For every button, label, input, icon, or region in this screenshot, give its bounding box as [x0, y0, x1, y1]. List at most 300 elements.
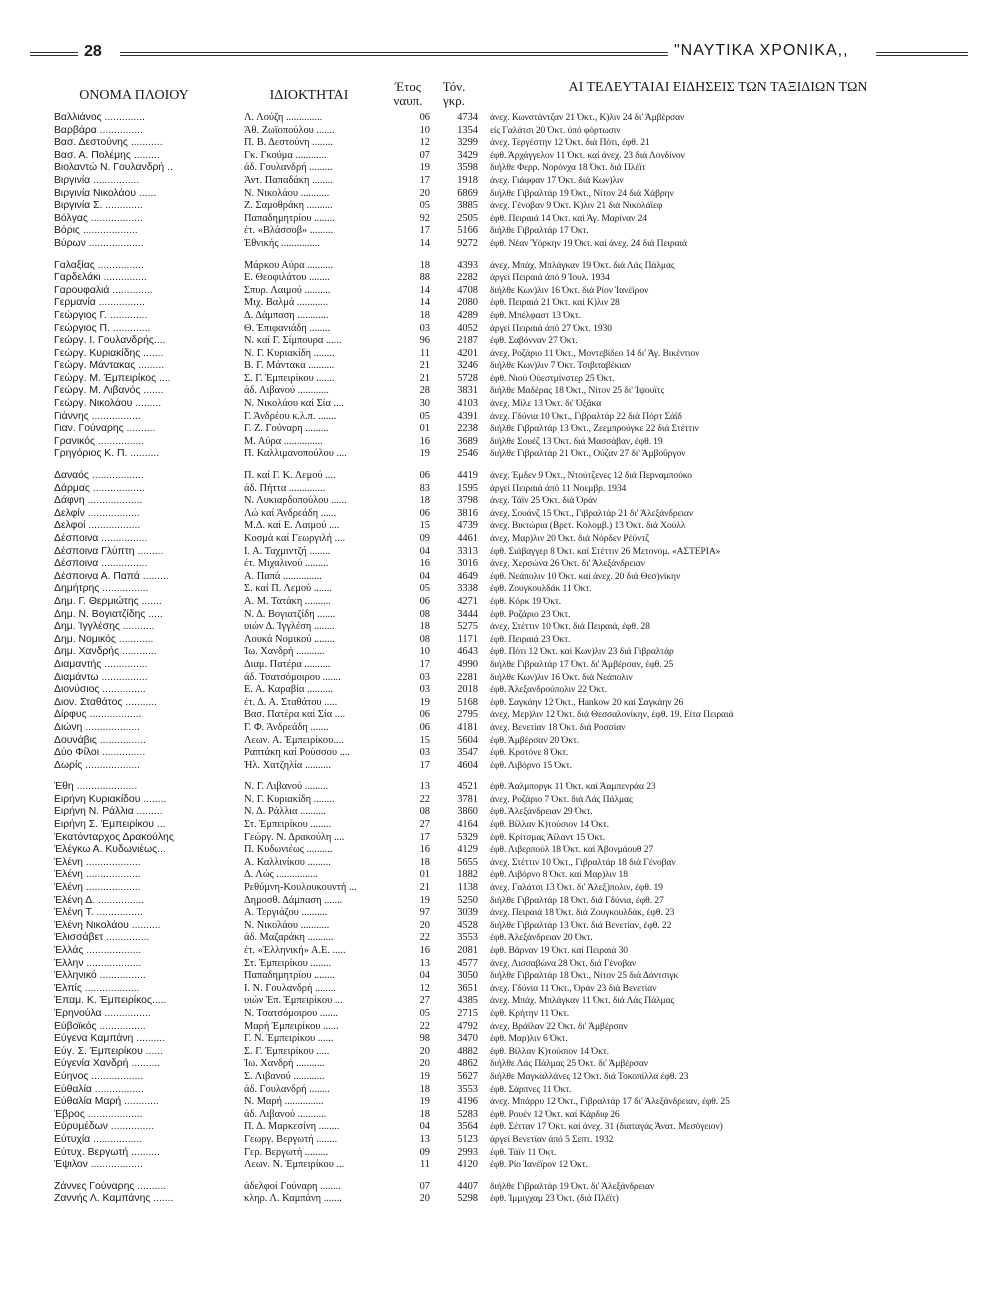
voyage-news: διήλθε Κων)λιν 7 Όκτ. Τσιβιταβέκιαν: [490, 360, 631, 372]
voyage-news: έφθ. Τάϊν 11 Όκτ.: [490, 1146, 557, 1158]
voyage-news: έφθ. Σέτταν 17 Όκτ. καί άνεχ. 31 (διαταγάς Άνατ. Μεσόγειον): [490, 1121, 723, 1133]
build-year: 04: [419, 1121, 430, 1133]
voyage-news: έφθ. Κρίτσμας Άϊλαντ 15 Όκτ.: [490, 831, 606, 843]
build-year: 20: [419, 1058, 430, 1070]
voyage-news: διήλθε Γιβραλτάρ 17 Όκτ. δι' Άμβέρσαν, έφθ. 25: [490, 658, 674, 670]
ship-name: Εύθαλία .................: [54, 1083, 144, 1095]
ship-name: Γεώργ. Μάντακας .........: [54, 360, 165, 372]
ship-name: Δαναός ..................: [54, 470, 144, 482]
owner-name: Λεων. Α. Έμπειρίκου....: [244, 734, 344, 746]
gross-tonnage: 1882: [457, 869, 478, 881]
owner-name: άδ. Μαζαράκη ..........: [244, 932, 334, 944]
voyage-news: διήλθε Γιβραλτάρ 19 Όκτ. δι' Άλεξάνδρειαν: [490, 1180, 655, 1192]
table-row: [54, 735, 944, 748]
owner-name: Δ. Λώς ................: [244, 869, 318, 881]
build-year: 17: [419, 759, 430, 771]
ship-name: Εύθαλία Μαρή ............: [54, 1096, 159, 1108]
ship-name: Βασ. Δεστούνης ...........: [54, 137, 163, 149]
voyage-news: άνεχ. Βράϊλαν 22 Όκτ. δι' Άμβέρσαν: [490, 1020, 628, 1032]
voyage-news: διήλθε Μαδέρας 18 Όκτ., Νίτον 25 δι' Ίψουϊτς: [490, 385, 665, 397]
ship-name: Δίρφυς ..................: [54, 709, 142, 721]
table-row: [54, 310, 944, 323]
build-year: 97: [419, 907, 430, 919]
build-year: 11: [419, 347, 430, 359]
gross-tonnage: 2018: [457, 684, 478, 696]
ship-name: Γαρουφαλιά ..............: [54, 284, 153, 296]
gross-tonnage: 3299: [457, 137, 478, 149]
build-year: 27: [419, 995, 430, 1007]
voyage-news: έφθ. Λιβερπούλ 18 Όκτ. καί Άβονμάουθ 27: [490, 844, 654, 856]
owner-name: Λ. Λούζη ..............: [244, 112, 323, 123]
gross-tonnage: 5166: [457, 225, 478, 237]
table-row: [54, 520, 944, 533]
ship-name: Βιολαντώ Ν. Γουλανδρή ..: [54, 162, 173, 174]
owner-name: Λώ καί Άνδρεάδη ......: [244, 507, 337, 519]
ship-name: Έβρος ...................: [54, 1108, 143, 1120]
voyage-news: έφθ. Ζουγκουλδάκ 11 Όκτ.: [490, 583, 592, 595]
build-year: 10: [419, 646, 430, 658]
ship-name: Έλένη Δ. ................: [54, 894, 145, 906]
build-year: 04: [419, 970, 430, 982]
table-row: [54, 448, 944, 461]
gross-tonnage: 2080: [457, 297, 478, 309]
ship-name: Διαμαντής ...............: [54, 658, 148, 670]
table-row: [54, 335, 944, 348]
owner-name: Μ.Δ. καί Ε. Λαιμού ....: [244, 520, 340, 532]
owner-name: Ε. Α. Καραβία ..........: [244, 684, 333, 696]
table-row: [54, 558, 944, 571]
ship-name: Έκατόνταρχος Δρακούλης: [54, 831, 174, 843]
gross-tonnage: 1595: [457, 482, 478, 494]
voyage-news: διήλθε Γιβραλτάρ 13 Όκτ., Ζεεμπρούγκε 22 διά Στέττιν: [490, 423, 699, 435]
voyage-news: άνεχ. Μαρ)λιν 20 Όκτ. διά Νόρδεν Ρέϋντζ: [490, 533, 649, 544]
build-year: 15: [419, 520, 430, 532]
table-row: [54, 659, 944, 672]
owner-name: Βασ. Πατέρα καί Σία ....: [244, 709, 346, 721]
gross-tonnage: 3246: [457, 360, 478, 372]
voyage-news: διήλθε Κων)λιν 16 Όκτ. διά Νεάπολιν: [490, 671, 633, 683]
build-year: 04: [419, 545, 430, 557]
voyage-news: διήλθε Μαγκαλλάνες 12 Όκτ. διά Τοκοπίλλα έφθ. 23: [490, 1070, 689, 1082]
owner-name: Θ. Έπιφανιάδη ........: [244, 322, 331, 334]
voyage-news: άνεχ. Τεργέστην 12 Όκτ. διά Πότι, έφθ. 21: [490, 137, 650, 149]
ship-name: Δέσποινα ................: [54, 558, 148, 570]
table-row: [54, 945, 944, 958]
table-row: [54, 995, 944, 1008]
table-row: [54, 436, 944, 449]
build-year: 05: [419, 1007, 430, 1019]
build-year: 06: [419, 595, 430, 607]
owner-name: Ν. Δ. Βογιατζίδη .......: [244, 608, 336, 620]
table-row: [54, 213, 944, 226]
voyage-news: έφθ. Νεάπολιν 10 Όκτ. καί άνεχ. 20 διά Θεσ)νίκην: [490, 570, 681, 582]
table-row: [54, 1181, 944, 1194]
group-separator: [54, 251, 944, 260]
build-year: 88: [419, 272, 430, 284]
gross-tonnage: 3553: [457, 932, 478, 944]
owner-name: Παπαδημητρίου ........: [244, 212, 335, 224]
voyage-news: άνεχ. Βενετίαν 18 Όκτ. διά Ροσσίαν: [490, 721, 626, 733]
owner-name: Ι. Ν. Γουλανδρή ........: [244, 982, 336, 994]
owner-name: Μάρκου Αύρα ..........: [244, 259, 334, 271]
build-year: 18: [419, 1083, 430, 1095]
group-separator: [54, 772, 944, 781]
build-year: 07: [419, 1180, 430, 1192]
gross-tonnage: 3016: [457, 558, 478, 570]
gross-tonnage: 4419: [457, 470, 478, 482]
gross-tonnage: 4521: [457, 781, 478, 793]
gross-tonnage: 5275: [457, 621, 478, 633]
build-year: 16: [419, 558, 430, 570]
gross-tonnage: 4461: [457, 533, 478, 544]
voyage-news: έφθ. Ίμμιγχαμ 23 Όκτ. (διά Πλέϊτ): [490, 1193, 619, 1205]
owner-name: Λουκά Νομικού ........: [244, 633, 335, 645]
table-row: [54, 1147, 944, 1160]
build-year: 03: [419, 684, 430, 696]
ship-name: Γιαν. Γούναρης ..........: [54, 423, 156, 435]
table-row: [54, 697, 944, 710]
voyage-news: έφθ. Άλεξανδρούπολιν 22 Όκτ.: [490, 684, 607, 696]
build-year: 04: [419, 570, 430, 582]
build-year: 18: [419, 259, 430, 271]
table-row: [54, 200, 944, 213]
ship-name: Έλέγκω Α. Κυδωνιέως...: [54, 844, 166, 856]
ship-name: Ζάννες Γούναρης ..........: [54, 1180, 167, 1192]
owner-name: Στ. Έμπειρίκου ........: [244, 957, 332, 969]
build-year: 06: [419, 470, 430, 482]
ship-name: Δημ. Νομικός ............: [54, 633, 154, 645]
ship-name: Γαρδελάκι ...............: [54, 272, 147, 284]
build-year: 22: [419, 793, 430, 805]
voyage-news: έφθ. Κόρκ 19 Όκτ.: [490, 595, 562, 607]
owner-name: Π. καί Γ. Κ. Λεμού ....: [244, 470, 336, 482]
build-year: 17: [419, 831, 430, 843]
column-header-owners: ΙΔΙΟΚΤΗΤΑΙ: [269, 88, 349, 103]
table-row: [54, 832, 944, 845]
table-row: [54, 175, 944, 188]
table-row: [54, 932, 944, 945]
build-year: 17: [419, 174, 430, 186]
ship-name: Γεώργιος Γ. .............: [54, 309, 148, 321]
gross-tonnage: 2715: [457, 1007, 478, 1019]
gross-tonnage: 1918: [457, 174, 478, 186]
build-year: 18: [419, 495, 430, 507]
build-year: 22: [419, 1020, 430, 1032]
gross-tonnage: 3470: [457, 1033, 478, 1045]
voyage-news: έφθ. Βάρναν 19 Όκτ. καί Πειραιά 30: [490, 945, 628, 956]
table-row: [54, 1033, 944, 1046]
table-row: [54, 760, 944, 773]
ship-name: Ειρήνη Σ. Έμπειρίκου ...: [54, 819, 166, 831]
ship-name: Γεώργ. Μ. Έμπειρίκος ....: [54, 372, 171, 384]
owner-name: Ζ. Σαμοθράκη ..........: [244, 200, 333, 212]
gross-tonnage: 3039: [457, 907, 478, 919]
ship-name: Έλλάς ...................: [54, 945, 142, 956]
gross-tonnage: 4604: [457, 759, 478, 771]
table-row: [54, 272, 944, 285]
owner-name: Α. Τεργιάζου ..........: [244, 907, 328, 919]
gross-tonnage: 4393: [457, 259, 478, 271]
build-year: 15: [419, 734, 430, 746]
gross-tonnage: 4196: [457, 1096, 478, 1108]
owner-name: Ν. Νικολάου ...........: [244, 187, 330, 199]
build-year: 08: [419, 608, 430, 620]
gross-tonnage: 4181: [457, 721, 478, 733]
gross-tonnage: 5728: [457, 372, 478, 384]
build-year: 01: [419, 869, 430, 881]
gross-tonnage: 4407: [457, 1180, 478, 1192]
ship-name: Δύο Φίλοι ...............: [54, 747, 146, 759]
ship-name: Έπαμ. Κ. Έμπειρίκος.....: [54, 995, 167, 1007]
voyage-news: άνεχ. Τάϊν 25 Όκτ. διά Όράν: [490, 495, 598, 507]
ship-name: Βιργινία Σ. .............: [54, 200, 143, 212]
header-rule-middle: [120, 52, 668, 56]
build-year: 18: [419, 1108, 430, 1120]
build-year: 19: [419, 1070, 430, 1082]
voyage-news: διήλθε Κων)λιν 16 Όκτ. διά Ρίον Ίανέϊρον: [490, 284, 649, 296]
build-year: 21: [419, 882, 430, 894]
owner-name: Ε. Θεοφιλάτου ........: [244, 272, 330, 284]
gross-tonnage: 4271: [457, 595, 478, 607]
voyage-news: άργεί Πειραιά άπό 9 Ίουλ. 1934: [490, 272, 610, 284]
voyage-news: έφθ. Άλεξάνδρειαν 29 Όκτ.: [490, 806, 593, 818]
table-row: [54, 150, 944, 163]
voyage-news: άνεχ. Λισσαβώνα 28 Όκτ. διά Γένοβαν: [490, 957, 637, 969]
voyage-news: διήλθε Σουέζ 13 Όκτ. διά Μασσάβαν, έφθ. 19: [490, 435, 663, 447]
gross-tonnage: 2993: [457, 1146, 478, 1158]
ship-name: Έλληνικό ................: [54, 970, 146, 982]
voyage-news: άνεχ. Κωνστάντζαν 21 Όκτ., Κ)λιν 24 δι' Άμβέρσαν: [490, 112, 685, 123]
gross-tonnage: 5123: [457, 1133, 478, 1145]
build-year: 11: [419, 1159, 430, 1171]
table-row: [54, 882, 944, 895]
voyage-news: άνεχ. Σουάνζ 15 Όκτ., Γιβραλτάρ 21 δι' Άλεξάνδρειαν: [490, 507, 694, 519]
voyage-news: άνεχ. Μίλε 13 Όκτ. δι' Όξάκα: [490, 398, 602, 410]
ship-name: Έλένη ...................: [54, 869, 141, 881]
ship-name: Δουνάβις ................: [54, 734, 146, 746]
ship-name: Δημ. Ν. Βογιατζίδης .....: [54, 608, 163, 620]
ship-name: Έλένη ...................: [54, 882, 141, 894]
build-year: 06: [419, 112, 430, 123]
owner-name: Σ. Γ. Έμπειρίκου .....: [244, 1045, 330, 1057]
voyage-news: άνεχ. Πειραιά 18 Όκτ. διά Ζουγκουλδάκ, έφθ. 23: [490, 907, 675, 919]
gross-tonnage: 2795: [457, 709, 478, 721]
voyage-news: έφθ. Σαβόνναν 27 Όκτ.: [490, 335, 578, 347]
voyage-news: έφθ. Ροζάριο 23 Όκτ.: [490, 608, 571, 620]
owner-name: άδελφοί Γούναρη ........: [244, 1180, 341, 1192]
build-year: 01: [419, 423, 430, 435]
table-row: [54, 747, 944, 760]
owner-name: άδ. Γουλανδρή .........: [244, 162, 333, 174]
ship-name: Δάφνη ...................: [54, 495, 143, 507]
build-year: 12: [419, 982, 430, 994]
gross-tonnage: 4990: [457, 658, 478, 670]
voyage-news: διήλθε Γιβραλτάρ 19 Όκτ., Νίτον 24 διά Χάβρην: [490, 187, 674, 199]
build-year: 16: [419, 945, 430, 956]
owner-name: Ν. Μαρή ...............: [244, 1096, 324, 1108]
build-year: 21: [419, 360, 430, 372]
voyage-news: άνεχ. Βικτώρια (Βρετ. Κολομβ.) 13 Όκτ. διά Χούλλ: [490, 520, 686, 532]
column-header-tons: [432, 80, 476, 108]
group-separator: [54, 1172, 944, 1181]
ship-name: Εύγενία Χανδρή ..........: [54, 1058, 161, 1070]
ship-name: Διον. Σταθάτος ...........: [54, 696, 158, 708]
ship-name: Γεώργ. Νικολάου .........: [54, 398, 162, 410]
ship-name: Έλένη Τ. ................: [54, 907, 143, 919]
owner-name: Γεωργ. Βεργωτή ........: [244, 1133, 338, 1145]
voyage-news: έφθ. Πειραιά 14 Όκτ. καί Άγ. Μαρίναν 24: [490, 212, 647, 224]
voyage-news: διήλθε Λάς Πάλμας 25 Όκτ. δι' Άμβέρσαν: [490, 1058, 649, 1070]
table-row: [54, 819, 944, 832]
gross-tonnage: 2546: [457, 448, 478, 460]
voyage-news: άνεχ. Γιάφφαν 17 Όκτ. διά Κων)λιν: [490, 174, 624, 186]
build-year: 13: [419, 1133, 430, 1145]
build-year: 16: [419, 435, 430, 447]
ship-name: Δημ. Γ. Θερμιώτης .......: [54, 595, 162, 607]
gross-tonnage: 1354: [457, 124, 478, 136]
gross-tonnage: 4385: [457, 995, 478, 1007]
table-row: [54, 722, 944, 735]
ship-name: Έλπίς ...................: [54, 982, 140, 994]
owner-name: άδ. Λιβανού ...........: [244, 1108, 327, 1120]
gross-tonnage: 6869: [457, 187, 478, 199]
gross-tonnage: 3598: [457, 162, 478, 174]
owner-name: Κοσμά καί Γεωργιλή ....: [244, 533, 346, 544]
owner-name: Μαρή Έμπειρίκου ......: [244, 1020, 339, 1032]
table-row: [54, 907, 944, 920]
table-row: [54, 983, 944, 996]
gross-tonnage: 3885: [457, 200, 478, 212]
voyage-news: διήλθε Φερρ. Νορόνχα 18 Όκτ. διά Πλέϊτ: [490, 162, 646, 174]
ship-name: Διαμάντω ................: [54, 671, 148, 683]
build-year: 20: [419, 187, 430, 199]
table-row: [54, 958, 944, 971]
build-year: 05: [419, 200, 430, 212]
build-year: 13: [419, 957, 430, 969]
owner-name: Α. Μ. Τατάκη ..........: [244, 595, 331, 607]
ship-name: Γεώργ. Κυριακίδης .......: [54, 347, 164, 359]
voyage-news: έφθ. Πότι 12 Όκτ. καί Κων)λιν 23 διά Γιβραλτάρ: [490, 646, 674, 658]
owner-name: Γ. Ν. Έμπειρίκου ......: [244, 1033, 334, 1045]
year-header-line2: ναυπ.: [393, 93, 423, 108]
gross-tonnage: 4862: [457, 1058, 478, 1070]
build-year: 20: [419, 919, 430, 931]
voyage-news: άνεχ. Γαλάτσι 13 Όκτ. δι' Άλεξ)πολιν, έφθ. 19: [490, 882, 663, 894]
build-year: 05: [419, 410, 430, 422]
ship-name: Βόλγας ..................: [54, 212, 143, 224]
ship-name: Εύβοϊκός ................: [54, 1020, 146, 1032]
page-number: 28: [84, 43, 102, 60]
gross-tonnage: 4792: [457, 1020, 478, 1032]
owner-name: Π. Β. Δεστούνη ........: [244, 137, 333, 149]
column-header-year: [386, 80, 430, 108]
gross-tonnage: 5329: [457, 831, 478, 843]
table-row: [54, 646, 944, 659]
owner-name: Άντ. Παπαδάκη ........: [244, 174, 333, 186]
voyage-news: έφθ. Λιβόρνο 15 Όκτ.: [490, 759, 572, 771]
build-year: 98: [419, 1033, 430, 1045]
voyage-news: άνεχ. Μπάρρυ 12 Όκτ., Γιβραλτάρ 17 δι' Άλεξάνδρειαν, έφθ. 25: [490, 1096, 730, 1108]
owner-name: Δημοσθ. Δάμπαση .......: [244, 894, 343, 906]
ship-name: Έλισσάβετ ...............: [54, 932, 150, 944]
build-year: 14: [419, 237, 430, 249]
voyage-news: άνεχ. Στέττιν 10 Όκτ., Γιβραλτάρ 18 διά Γένοβαν: [490, 856, 676, 868]
gross-tonnage: 5283: [457, 1108, 478, 1120]
gross-tonnage: 4164: [457, 819, 478, 831]
ship-name: Γρηγόριος Κ. Π. ..........: [54, 448, 160, 460]
gross-tonnage: 4649: [457, 570, 478, 582]
ship-name: Έλλην ...................: [54, 957, 142, 969]
owner-name: Μ. Αύρα ...............: [244, 435, 323, 447]
table-row: [54, 297, 944, 310]
build-year: 30: [419, 398, 430, 410]
build-year: 08: [419, 806, 430, 818]
owner-name: Α. Παπά ...............: [244, 570, 322, 582]
voyage-news: διήλθε Γιβραλτάρ 18 Όκτ. διά Γδύνια, έφθ. 27: [490, 894, 664, 906]
owner-name: έτ. «Έλληνική» Α.Ε. .....: [244, 945, 346, 956]
table-row: [54, 869, 944, 882]
gross-tonnage: 4289: [457, 309, 478, 321]
owner-name: Σ. καί Π. Λεμού .......: [244, 583, 332, 595]
ship-name: Εύηνος ..................: [54, 1070, 144, 1082]
build-year: 06: [419, 507, 430, 519]
owner-name: Ν. Νικολάου καί Σία ....: [244, 398, 344, 410]
table-row: [54, 533, 944, 546]
gross-tonnage: 4120: [457, 1159, 478, 1171]
owner-name: υιών Δ. Ίγγλέση ........: [244, 621, 335, 633]
build-year: 16: [419, 844, 430, 856]
voyage-news: άνεχ. Μπάχ. Μπλάγκαν 11 Όκτ. διά Λάς Πάλμας: [490, 995, 675, 1007]
ship-name: Δημ. Χανδρής ............: [54, 646, 157, 658]
voyage-news: άνεχ. Χερσώνα 26 Όκτ. δι' Άλεξάνδρειαν: [490, 558, 645, 570]
ship-name: Έρηνούλα ................: [54, 1007, 151, 1019]
owner-name: υιών Έπ. Έμπειρίκου ...: [244, 995, 343, 1007]
table-row: [54, 684, 944, 697]
ship-name: Δημήτρης ................: [54, 583, 149, 595]
ship-name: Βύρων ...................: [54, 237, 144, 249]
build-year: 19: [419, 162, 430, 174]
voyage-news: έφθ. Άρχάγγελον 11 Όκτ. καί άνεχ. 23 διά Λονδίνον: [490, 149, 685, 161]
owner-name: Γ. Φ. Άνδρεάδη .......: [244, 721, 329, 733]
voyage-news: έφθ. Σαγκάην 12 Όκτ., Hankow 20 καί Σαγκάην 26: [490, 696, 684, 708]
ship-name: Δέσποινα Γλύπτη .........: [54, 545, 164, 557]
ship-name: Εύτυχ. Βεργωτή ..........: [54, 1146, 160, 1158]
gross-tonnage: 4528: [457, 919, 478, 931]
gross-tonnage: 4201: [457, 347, 478, 359]
voyage-news: έφθ. Άμβέρσαν 20 Όκτ.: [490, 734, 580, 746]
build-year: 08: [419, 633, 430, 645]
build-year: 17: [419, 658, 430, 670]
table-row: [54, 895, 944, 908]
ship-name: Έθη .....................: [54, 781, 138, 793]
table-row: [54, 1008, 944, 1021]
owner-name: Ν. Νικολάου ...........: [244, 919, 330, 931]
table-row: [54, 495, 944, 508]
gross-tonnage: 9272: [457, 237, 478, 249]
tons-header-line1: Τόν.: [442, 79, 466, 94]
ship-name: Δωρίς ...................: [54, 759, 141, 771]
build-year: 17: [419, 225, 430, 237]
owner-name: Ν. Λυκιαρδοπούλου ......: [244, 495, 347, 507]
owner-name: Ρεθύμνη-Κουλουκουντή ...: [244, 882, 357, 894]
gross-tonnage: 1138: [457, 882, 478, 894]
voyage-news: έφθ. Σιάβαγγερ 8 Όκτ. καί Στέττιν 26 Μετονομ. «ΑΣΤΕΡΙΑ»: [490, 545, 721, 557]
voyage-news: έφθ. Μαρ)λιν 6 Όκτ.: [490, 1033, 568, 1045]
voyage-news: άργεί Πειραιά άπό 27 Όκτ. 1930: [490, 322, 612, 334]
ship-name: Εύτυχία .................: [54, 1133, 143, 1145]
ship-name: Δημ. Ίγγλέσης ...........: [54, 621, 155, 633]
owner-name: Σπυρ. Λαιμού ..........: [244, 284, 331, 296]
